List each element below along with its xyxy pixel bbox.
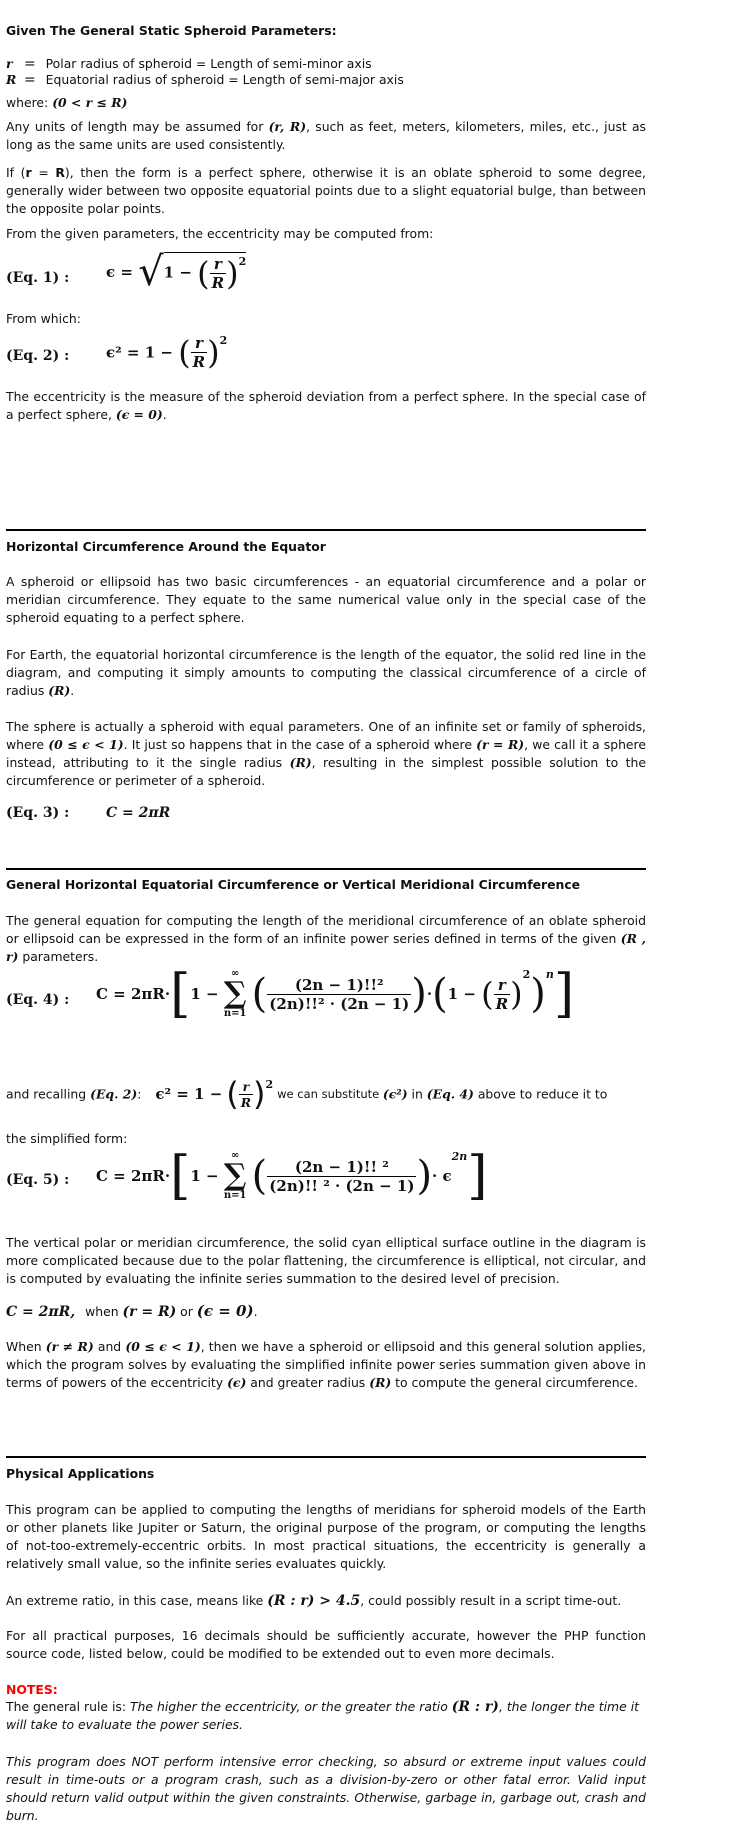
equation-5 — [6, 1146, 646, 1212]
eq5-expression: C = 2πR·[1 − ∞ ∑ n=1 ( $\frac{\text{(2n − 1)!! ²}}{\text{(2n)!! ² · (2n − 1)}}$ )· $\epsilon^{2n}$] — [96, 1146, 488, 1206]
paragraph-sphere: If (r = R), then the form is a perfect sphere, otherwise it is an oblate spheroid to some degree, generally wider between two opposite equatorial points due to a slight equatorial bulge, than between the opposite polar points. — [6, 165, 646, 216]
paragraph-from-which: From which: — [6, 311, 81, 326]
paragraph-general-equation: The general equation for computing the length of the meridional circumference of an oblate spheroid or ellipsoid can be expressed in the form of an infinite power series defined in terms of the given (R , r) parameters. — [6, 913, 646, 964]
eq2-expression: ϵ² = 1 − ( $\frac{r}{R}$ )$^2$ — [106, 333, 228, 372]
section-heading-applications: Physical Applications — [6, 1466, 155, 1481]
eq1-expression: ϵ = √1 − ( $\frac{r}{R}$ )$^2$ — [106, 249, 247, 295]
where-constraint: where: (0 < r ≤ R) — [6, 95, 128, 110]
recall-eq2-line: and recalling (Eq. 2): ϵ² = 1 − ( $\frac{r}{R}$ )$^2$ we can substitute (ϵ²) in (Eq. 4) above to reduce it to — [6, 1075, 608, 1113]
paragraph-earth-equator: For Earth, the equatorial horizontal circumference is the length of the equator, the solid red line in the diagram, and computing it simply amounts to computing the classical circumference of a circle of radius (R). — [6, 647, 646, 698]
section-divider — [6, 1456, 646, 1458]
special-case-line: C = 2πR, when (r = R) or (ϵ = 0). — [6, 1302, 258, 1320]
paragraph-warning: This program does NOT perform intensive error checking, so absurd or extreme input values could result in time-outs or a program crash, such as a division-by-zero or other fatal error. Valid input should return valid output within the given constraints. Otherwise, garbage in, garbage out, crash and burn. — [6, 1754, 646, 1823]
paragraph-decimals: For all practical purposes, 16 decimals should be sufficiently accurate, however the PHP function source code, listed below, could be modified to be extended out to even more decimals. — [6, 1628, 646, 1661]
paragraph-sphere-family: The sphere is actually a spheroid with equal parameters. One of an infinite set or family of spheroids, where (0 ≤ ϵ < 1). It just so happens that in the case of a spheroid where (r = R), we call it a sphere instead, attributing to it the single radius (R), resulting in the simplest possible solution to the circumference or perimeter of a spheroid. — [6, 719, 647, 788]
equation-1 — [6, 249, 646, 308]
equation-4 — [6, 964, 646, 1038]
paragraph-from-params: From the given parameters, the eccentricity may be computed from: — [6, 226, 434, 241]
eq4-expression: C = 2πR·[1 − ∞ ∑ n=1 ( $\frac{\text{(2n − 1)!!²}}{\text{(2n)!!² · (2n − 1)}}$ )·(1 − ( $\frac{r}{R}$ )$^2$)$^n$] — [96, 964, 575, 1024]
eq4-label: (Eq. 4) : — [6, 992, 70, 1008]
eq2-label: (Eq. 2) : — [6, 348, 70, 364]
section-divider — [6, 529, 646, 531]
notes-label: NOTES: — [6, 1682, 58, 1697]
paragraph-two-circumferences: A spheroid or ellipsoid has two basic circumferences - an equatorial circumference and a polar or meridian circumference. They equate to the same numerical value only in the special case of the spheroid equating to a perfect sphere. — [6, 574, 646, 625]
paragraph-simplified: the simplified form: — [6, 1131, 128, 1146]
definition-r: r = Polar radius of spheroid = Length of semi-minor axis — [6, 56, 372, 72]
definition-R: R = Equatorial radius of spheroid = Length of semi-major axis — [6, 72, 404, 88]
paragraph-general-solution: When (r ≠ R) and (0 ≤ ϵ < 1), then we have a spheroid or ellipsoid and this general solution applies, which the program solves by evaluating the simplified infinite power series summation given above in terms of powers of the eccentricity (ϵ) and greater radius (R) to compute the general circumference. — [6, 1339, 646, 1390]
paragraph-applications: This program can be applied to computing the lengths of meridians for spheroid models of the Earth or other planets like Jupiter or Saturn, the original purpose of the program, or computing the lengths of not-too-extremely-eccentric orbits. In most practical situations, the eccentricity is generally a relatively small value, so the infinite series evaluates quickly. — [6, 1502, 646, 1571]
section-heading-parameters: Given The General Static Spheroid Parameters: — [6, 23, 337, 38]
eq3-label: (Eq. 3) : — [6, 805, 70, 821]
equation-2 — [6, 334, 646, 384]
eq5-label: (Eq. 5) : — [6, 1172, 70, 1188]
paragraph-meridian: The vertical polar or meridian circumference, the solid cyan elliptical surface outline in the diagram is more complicated because due to the polar flattening, the circumference is elliptical, not circular, and is computed by evaluating the infinite series summation to the desired level of precision. — [6, 1235, 646, 1286]
section-heading-general: General Horizontal Equatorial Circumference or Vertical Meridional Circumference — [6, 877, 581, 892]
section-heading-equator: Horizontal Circumference Around the Equator — [6, 539, 326, 554]
paragraph-units: Any units of length may be assumed for (r, R), such as feet, meters, kilometers, miles, etc., just as long as the same units are used consistently. — [6, 119, 646, 152]
section-divider — [6, 868, 646, 870]
eq3-expression: C = 2πR — [106, 805, 171, 821]
eq1-label: (Eq. 1) : — [6, 270, 70, 286]
paragraph-eccentricity: The eccentricity is the measure of the spheroid deviation from a perfect sphere. In the special case of a perfect sphere, (ϵ = 0). — [6, 389, 646, 422]
equation-3 — [6, 805, 646, 825]
paragraph-extreme-ratio: An extreme ratio, in this case, means like (R : r) > 4.5, could possibly result in a script time-out. — [6, 1593, 622, 1609]
paragraph-general-rule: The general rule is: The higher the eccentricity, or the greater the ratio (R : r), the longer the time it will take to evaluate the power series. — [6, 1699, 639, 1732]
